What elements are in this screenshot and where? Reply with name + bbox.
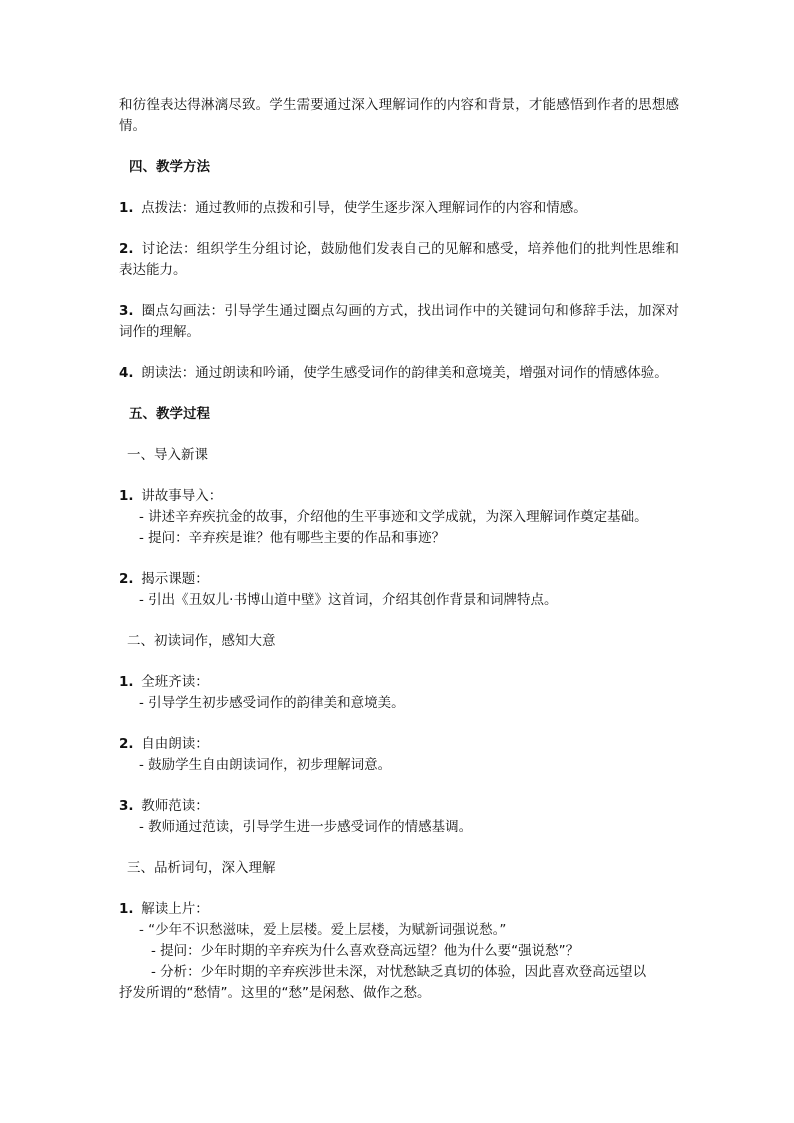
item-label: 教师范读： [141, 798, 209, 814]
list-item [119, 198, 679, 219]
item-number: 2. [119, 736, 134, 752]
item-number: 3. [119, 303, 134, 319]
item-text: 讨论法：组织学生分组讨论，鼓励他们发表自己的见解和感受，培养他们的批判性思维和表达能力。 [119, 241, 680, 278]
intro-paragraph: 和彷徨表达得淋漓尽致。学生需要通过深入理解词作的内容和背景，才能感悟到作者的思想感情。 [119, 97, 679, 134]
list-item [119, 796, 679, 817]
item-label: 讲故事导入： [141, 488, 223, 504]
item-number: 1. [119, 200, 134, 216]
item-text: 点拨法：通过教师的点拨和引导，使学生逐步深入理解词作的内容和情感。 [141, 200, 587, 216]
item-number: 1. [119, 488, 134, 504]
item-number: 2. [119, 241, 134, 257]
item-number: 1. [119, 901, 134, 917]
list-item [119, 899, 679, 920]
list-item [119, 569, 679, 590]
bullet-line: - 讲述辛弃疾抗金的故事，介绍他的生平事迹和文学成就，为深入理解词作奠定基础。 [139, 509, 648, 525]
item-text: 朗读法：通过朗读和吟诵，使学生感受词作的韵律美和意境美，增强对词作的情感体验。 [141, 365, 668, 381]
item-label: 揭示课题： [141, 571, 209, 587]
bullet-line: - 引导学生初步感受词作的韵律美和意境美。 [139, 695, 405, 711]
item-number: 4. [119, 365, 134, 381]
list-item [119, 734, 679, 755]
item-number: 3. [119, 798, 134, 814]
bullet-line: - 提问：辛弃疾是谁？他有哪些主要的作品和事迹？ [139, 530, 446, 546]
section-heading-teaching-process: 五、教学过程 [129, 406, 210, 422]
continuation-line: 抒发所谓的“愁情”。这里的“愁”是闲愁、做作之愁。 [119, 985, 431, 1001]
item-label: 自由朗读： [141, 736, 209, 752]
bullet-line: - 提问：少年时期的辛弃疾为什么喜欢登高远望？他为什么要“强说愁”？ [151, 943, 580, 959]
document-page [119, 95, 679, 1004]
item-label: 解读上片： [141, 901, 209, 917]
list-item [119, 363, 679, 384]
list-item [119, 672, 679, 693]
item-number: 1. [119, 674, 134, 690]
bullet-line: - 分析：少年时期的辛弃疾涉世未深，对忧愁缺乏真切的体验，因此喜欢登高远望以 [151, 964, 647, 980]
list-item [119, 239, 679, 281]
list-item [119, 486, 679, 507]
item-number: 2. [119, 571, 134, 587]
subsection-heading-analysis: 三、品析词句，深入理解 [127, 860, 276, 876]
poem-quote-line: - “少年不识愁滋味，爱上层楼。爱上层楼，为赋新词强说愁。” [139, 922, 507, 938]
subsection-heading-first-reading: 二、初读词作，感知大意 [127, 633, 276, 649]
bullet-line: - 鼓励学生自由朗读词作，初步理解词意。 [139, 757, 392, 773]
bullet-line: - 引出《丑奴儿·书博山道中壁》这首词，介绍其创作背景和词牌特点。 [139, 592, 558, 608]
bullet-line: - 教师通过范读，引导学生进一步感受词作的情感基调。 [139, 819, 473, 835]
item-label: 全班齐读： [141, 674, 209, 690]
item-text: 圈点勾画法：引导学生通过圈点勾画的方式，找出词作中的关键词句和修辞手法，加深对词作的理解。 [119, 303, 680, 340]
subsection-heading-intro: 一、导入新课 [127, 447, 208, 463]
list-item [119, 301, 679, 343]
section-heading-teaching-methods: 四、教学方法 [129, 159, 210, 175]
